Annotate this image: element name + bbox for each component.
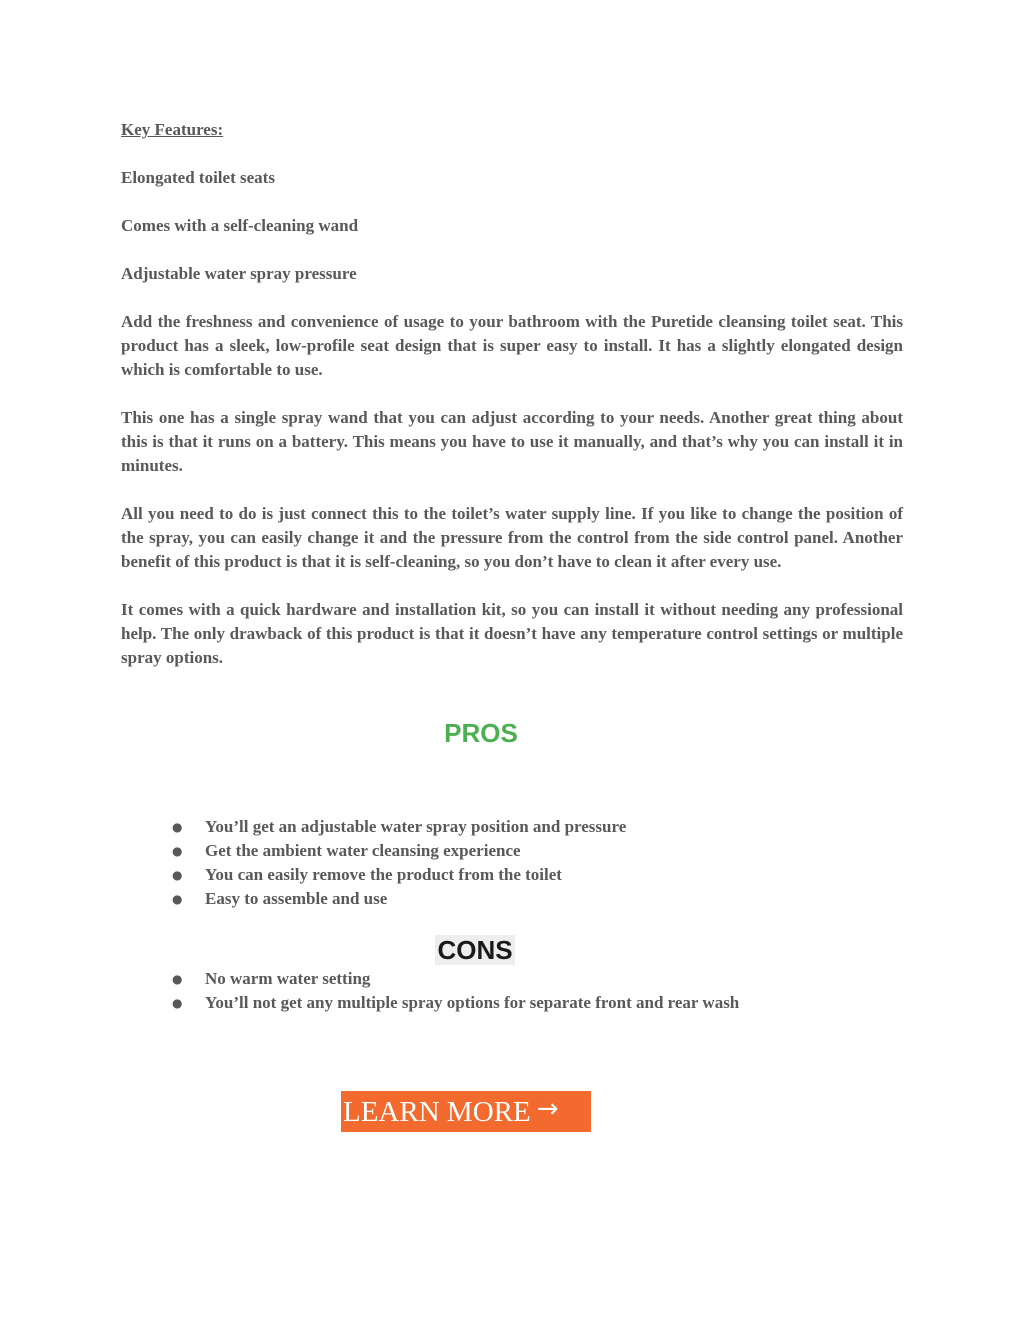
- paragraph: Add the freshness and convenience of usage to your bathroom with the Puretide cleansing toilet seat. This product has a sleek, low-profile seat design that is super easy to install. It has a slightly elongated design which is comfortable to use.: [121, 312, 903, 379]
- cons-item-text: No warm water setting: [205, 969, 371, 988]
- paragraph: All you need to do is just connect this to the toilet’s water supply line. If you like to change the position of the spray, you can easily change it and the pressure from the control from the side control panel. Another benefit of this product is that it is self-cleaning, so you don’t have to clean it after every use.: [121, 504, 903, 571]
- article-body: [121, 118, 903, 694]
- bullet-icon: ●: [172, 996, 183, 1010]
- list-item: [172, 887, 932, 911]
- bullet-icon: ●: [172, 844, 183, 858]
- list-item: [172, 863, 932, 887]
- list-item: [172, 967, 932, 991]
- list-item: [172, 815, 932, 839]
- cons-heading: CONS: [437, 935, 513, 965]
- bullet-icon: ●: [172, 892, 183, 906]
- key-features-heading: Key Features:: [121, 120, 224, 139]
- bullet-icon: ●: [172, 972, 183, 986]
- feature-item: Elongated toilet seats: [121, 168, 275, 187]
- list-item: [172, 839, 932, 863]
- learn-more-label: LEARN MORE: [343, 1096, 531, 1128]
- bullet-icon: ●: [172, 868, 183, 882]
- pros-item-text: You can easily remove the product from the toilet: [205, 865, 562, 884]
- paragraph: This one has a single spray wand that you can adjust according to your needs. Another great thing about this is that it runs on a battery. This means you have to use it manually, and that’s why you can install it in minutes.: [121, 408, 903, 475]
- cons-list: [172, 967, 932, 1015]
- pros-list: [172, 815, 932, 911]
- pros-item-text: Get the ambient water cleansing experience: [205, 841, 521, 860]
- pros-item-text: Easy to assemble and use: [205, 889, 388, 908]
- cons-heading-wrap: [0, 933, 950, 967]
- learn-more-button[interactable]: [341, 1091, 591, 1132]
- cons-item-text: You’ll not get any multiple spray options for separate front and rear wash: [205, 993, 740, 1012]
- list-item: [172, 991, 932, 1015]
- feature-item: Adjustable water spray pressure: [121, 264, 357, 283]
- paragraph: It comes with a quick hardware and installation kit, so you can install it without needing any professional help. The only drawback of this product is that it doesn’t have any temperature control settings or multiple spray options.: [121, 600, 903, 667]
- arrow-right-icon: →: [536, 1094, 559, 1124]
- pros-heading: PROS: [444, 718, 518, 748]
- pros-item-text: You’ll get an adjustable water spray position and pressure: [205, 817, 627, 836]
- bullet-icon: ●: [172, 820, 183, 834]
- feature-item: Comes with a self-cleaning wand: [121, 216, 359, 235]
